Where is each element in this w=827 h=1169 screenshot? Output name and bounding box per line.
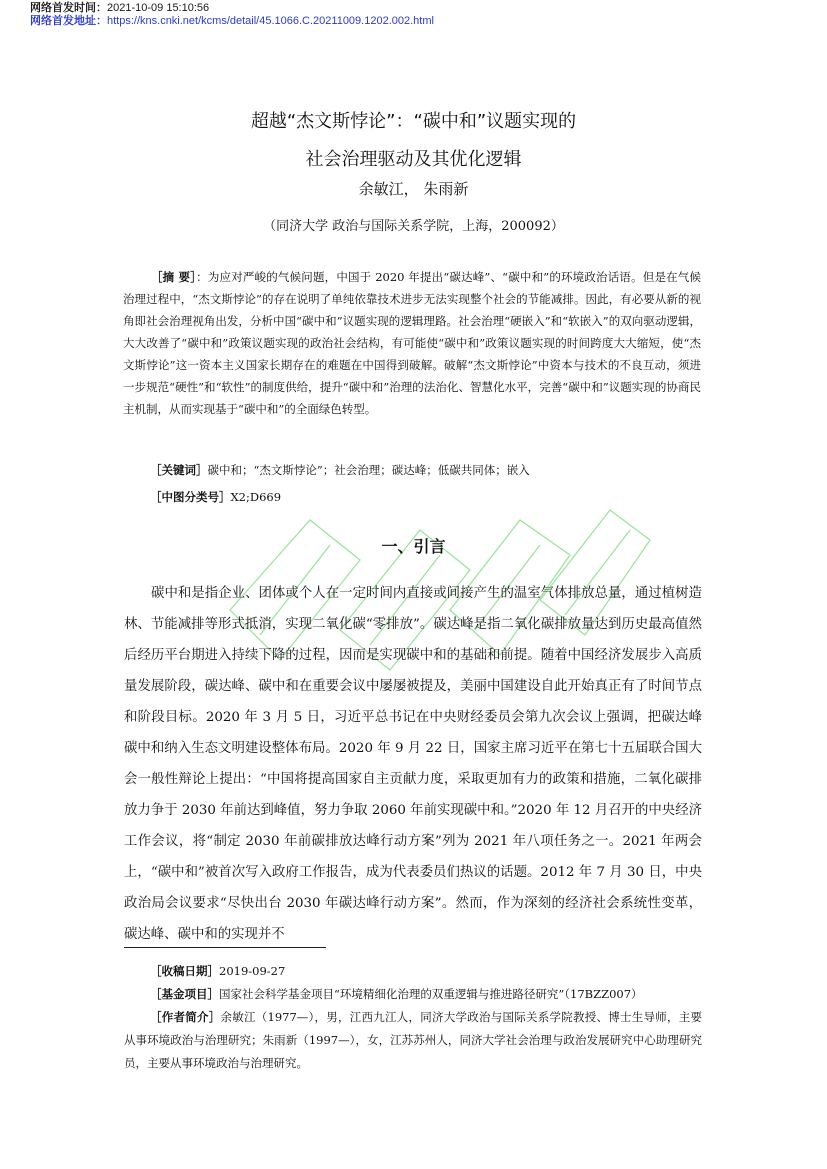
publish-time-value: 2021-10-09 15:10:56 <box>107 2 210 14</box>
keywords-label: ［关键词］ <box>150 463 208 477</box>
footnote-fund <box>124 983 702 1006</box>
author-value: 余敏江（1977—），男，江西九江人，同济大学政治与国际关系学院教授、博士生导师，主要从事环境政治与治理研究；朱雨新（1997—），女，江苏苏州人，同济大学社会治理与政治发展研究中心助理研究员，主要从事环境政治与治理研究。 <box>124 1010 702 1070</box>
fund-label: ［基金项目］ <box>150 987 219 1001</box>
body-paragraph: 碳中和是指企业、团体或个人在一定时间内直接或间接产生的温室气体排放总量，通过植树造林、节能减排等形式抵消，实现二氧化碳“零排放”。碳达峰是指二氧化碳排放量达到历史最高值然后经历平台期进入持续下降的过程，因而是实现碳中和的基础和前提。随着中国经济发展步入高质量发展阶段，碳达峰、碳中和在重要会议中屡屡被提及，美丽中国建设自此开始真正有了时间节点和阶段目标。2020 年 3 月 5 日，习近平总书记在中央财经委员会第九次会议上强调，把碳达峰碳中和纳入生态文明建设整体布局。2020 年 9 月 22 日，国家主席习近平在第七十五届联合国大会一般性辩论上提出：“中国将提高国家自主贡献力度，采取更加有力的政策和措施，二氧化碳排放力争于 2030 年前达到峰值，努力争取 2060 年前实现碳中和。”2020 年 12 月召开的中央经济工作会议，将“制定 2030 年前碳排放达峰行动方案”列为 2021 年八项任务之一。2021 年两会上，“碳中和”被首次写入政府工作报告，成为代表委员们热议的话题。2012 年 7 月 30 日，中央政治局会议要求“尽快出台 2030 年碳达峰行动方案”。然而，作为深刻的经济社会系统性变革，碳达峰、碳中和的实现并不 <box>124 586 702 942</box>
footnote-author <box>124 1006 702 1075</box>
paper-title-line1: 超越“杰文斯悖论”：“碳中和”议题实现的 <box>250 111 577 132</box>
publish-time-label: 网络首发时间： <box>30 2 107 14</box>
publish-url-label: 网络首发地址： <box>30 15 107 27</box>
classification-label: ［中图分类号］ <box>150 490 231 504</box>
publish-time-line <box>30 2 209 15</box>
fund-value: 国家社会科学基金项目“环境精细化治理的双重逻辑与推进路径研究”（17BZZ007） <box>219 987 643 1001</box>
footnote-received <box>124 960 702 983</box>
abstract-label: ［摘 要］ <box>151 270 197 284</box>
paper-authors: 余敏江， 朱雨新 <box>358 180 469 198</box>
footnote-divider <box>124 947 326 948</box>
received-label: ［收稿日期］ <box>150 964 219 978</box>
publish-url-line <box>30 15 434 28</box>
keywords <box>150 460 530 480</box>
paper-title-line2: 社会治理驱动及其优化逻辑 <box>305 149 522 170</box>
section-heading: 一、引言 <box>381 537 446 556</box>
author-label: ［作者简介］ <box>150 1010 221 1024</box>
keywords-text: 碳中和；“杰文斯悖论”；社会治理；碳达峰；低碳共同体；嵌入 <box>207 463 530 477</box>
classification-text: X2;D669 <box>230 490 282 504</box>
publish-url-link[interactable]: https://kns.cnki.net/kcms/detail/45.1066.C.20211009.1202.002.html <box>107 15 434 27</box>
paper-affiliation: （同济大学 政治与国际关系学院，上海，200092） <box>263 219 564 234</box>
received-value: 2019-09-27 <box>219 964 286 978</box>
abstract-text: ：为应对严峻的气候问题，中国于 2020 年提出“碳达峰”、“碳中和”的环境政治话语。但是在气候治理过程中，“杰文斯悖论”的存在说明了单纯依靠技术进步无法实现整个社会的节能减排。因此，有必要从新的视角即社会治理视角出发，分析中国“碳中和”议题实现的逻辑理路。社会治理“硬嵌入”和“软嵌入”的双向驱动逻辑，大大改善了“碳中和”政策议题实现的政治社会结构，有可能使“碳中和”政策议题实现的时间跨度大大缩短，使“杰文斯悖论”这一资本主义国家长期存在的难题在中国得到破解。破解“杰文斯悖论”中资本与技术的不良互动，须进一步规范“硬性”和“软性”的制度供给，提升“碳中和”治理的法治化、智慧化水平，完善“碳中和”议题实现的协商民主机制，从而实现基于“碳中和”的全面绿色转型。 <box>123 270 701 416</box>
abstract <box>123 266 701 420</box>
body-text <box>124 578 702 950</box>
classification <box>150 487 281 507</box>
